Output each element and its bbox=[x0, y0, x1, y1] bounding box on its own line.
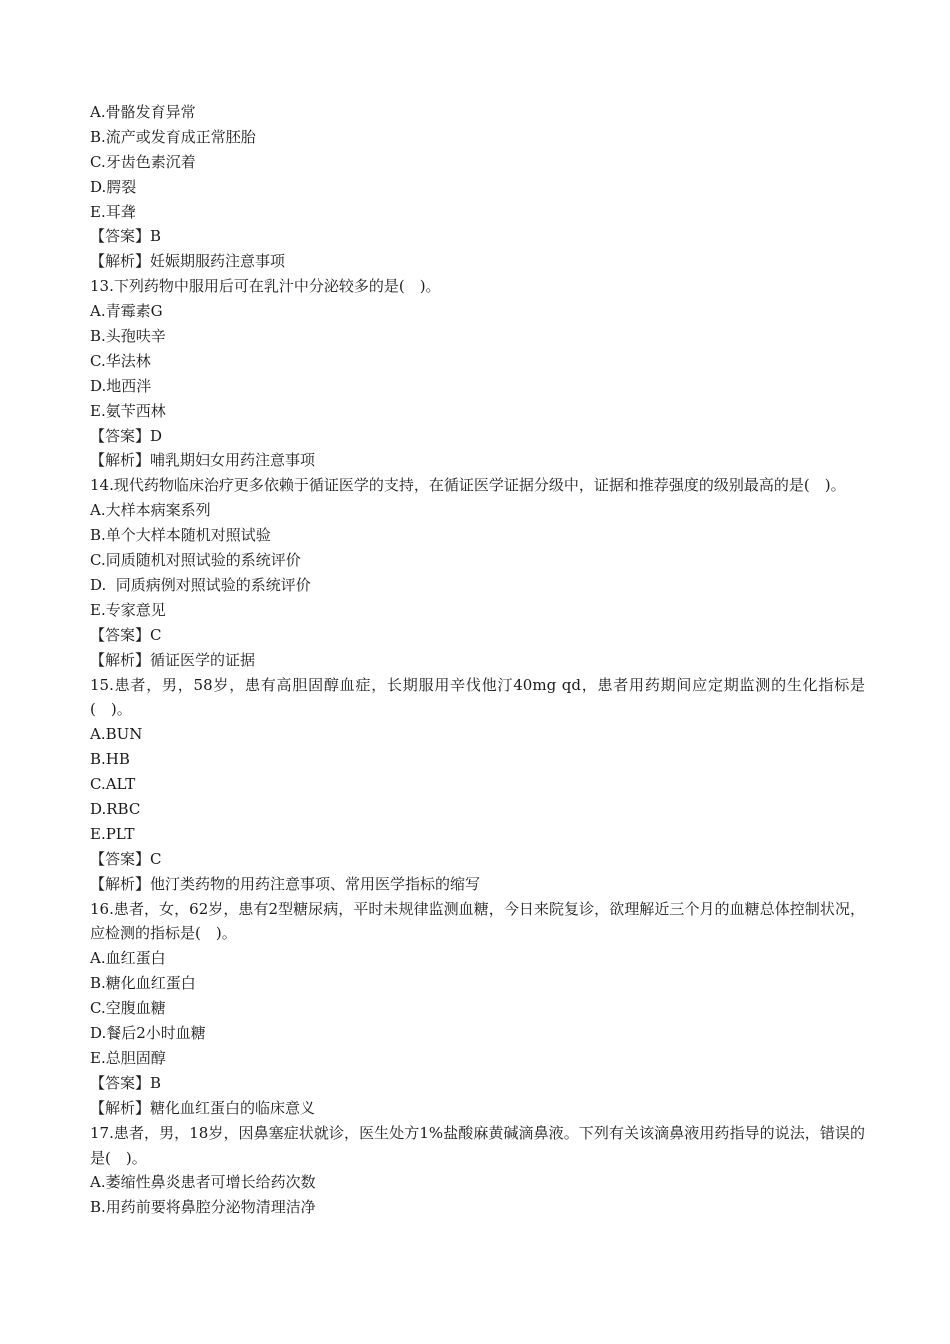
option-c: C.空腹血糖 bbox=[90, 999, 166, 1018]
option-a: A.大样本病案系列 bbox=[90, 501, 211, 520]
analysis: 【解析】妊娠期服药注意事项 bbox=[90, 252, 286, 271]
option-c: C.牙齿色素沉着 bbox=[90, 152, 196, 171]
option-e: E.氨苄西林 bbox=[90, 401, 166, 420]
option-e: E.耳聋 bbox=[90, 202, 136, 221]
question-15 bbox=[90, 673, 865, 897]
option-c: C.同质随机对照试验的系统评价 bbox=[90, 551, 301, 570]
option-b: B.单个大样本随机对照试验 bbox=[90, 526, 271, 545]
option-b: B.HB bbox=[90, 750, 130, 769]
question-stem: 15.患者，男，58岁，患有高胆固醇血症，长期服用辛伐他汀40mg qd，患者用药期间应定期监测的生化指标是( )。 bbox=[90, 675, 865, 719]
answer: 【答案】D bbox=[90, 426, 163, 445]
option-b: B.用药前要将鼻腔分泌物清理洁净 bbox=[90, 1198, 316, 1217]
question-16 bbox=[90, 897, 865, 1121]
question-17 bbox=[90, 1121, 865, 1221]
question-14 bbox=[90, 473, 865, 672]
option-d: D.腭裂 bbox=[90, 177, 137, 196]
analysis: 【解析】循证医学的证据 bbox=[90, 650, 256, 669]
option-a: A.血红蛋白 bbox=[90, 949, 166, 968]
option-b: B.头孢呋辛 bbox=[90, 327, 166, 346]
question-12-tail bbox=[90, 100, 865, 274]
answer: 【答案】C bbox=[90, 625, 162, 644]
analysis: 【解析】哺乳期妇女用药注意事项 bbox=[90, 451, 316, 470]
option-e: E.总胆固醇 bbox=[90, 1048, 166, 1067]
answer: 【答案】C bbox=[90, 849, 162, 868]
option-b: B.流产或发育成正常胚胎 bbox=[90, 127, 256, 146]
analysis: 【解析】他汀类药物的用药注意事项、常用医学指标的缩写 bbox=[90, 874, 481, 893]
option-e: E.专家意见 bbox=[90, 600, 166, 619]
option-b: B.糖化血红蛋白 bbox=[90, 974, 196, 993]
document-page bbox=[90, 100, 865, 1220]
option-d: D.餐后2小时血糖 bbox=[90, 1024, 206, 1043]
analysis: 【解析】糖化血红蛋白的临床意义 bbox=[90, 1098, 316, 1117]
answer: 【答案】B bbox=[90, 1073, 162, 1092]
option-d: D.RBC bbox=[90, 799, 141, 818]
answer: 【答案】B bbox=[90, 227, 162, 246]
option-a: A.BUN bbox=[90, 725, 143, 744]
question-stem: 17.患者，男，18岁，因鼻塞症状就诊，医生处方1%盐酸麻黄碱滴鼻液。下列有关该滴鼻液用药指导的说法，错误的是( )。 bbox=[90, 1123, 865, 1167]
option-c: C.华法林 bbox=[90, 351, 151, 370]
option-c: C.ALT bbox=[90, 775, 136, 794]
question-stem: 16.患者，女，62岁，患有2型糖尿病，平时未规律监测血糖，今日来院复诊，欲理解近三个月的血糖总体控制状况，应检测的指标是( )。 bbox=[90, 899, 865, 943]
option-a: A.萎缩性鼻炎患者可增长给药次数 bbox=[90, 1173, 316, 1192]
option-a: A.青霉素G bbox=[90, 302, 163, 321]
option-d: D.地西泮 bbox=[90, 376, 152, 395]
option-a: A.骨骼发育异常 bbox=[90, 103, 196, 121]
option-e: E.PLT bbox=[90, 824, 135, 843]
question-13 bbox=[90, 274, 865, 473]
option-d: D. 同质病例对照试验的系统评价 bbox=[90, 575, 311, 594]
question-stem: 14.现代药物临床治疗更多依赖于循证医学的支持，在循证医学证据分级中，证据和推荐强度的级别最高的是( )。 bbox=[90, 476, 846, 495]
question-stem: 13.下列药物中服用后可在乳汁中分泌较多的是( )。 bbox=[90, 277, 441, 296]
